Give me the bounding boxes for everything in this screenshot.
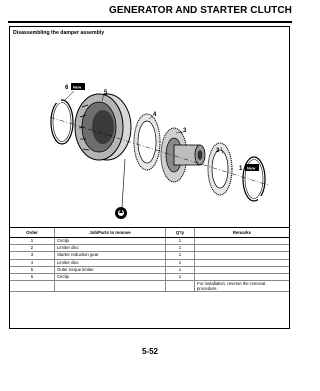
callout-2: 2 [216,148,220,154]
new-badge-6-label: New [73,84,82,90]
callout-6: 6 [65,85,69,91]
table-row: 1 Circlip 1 [10,238,289,245]
circlip-1-illustration [243,157,265,201]
page-title: GENERATOR AND STARTER CLUTCH [109,5,292,16]
content-frame [9,26,290,329]
table-row: 6 Circlip 1 [10,273,289,280]
starter-reduction-gear-illustration [161,128,205,182]
table-row: 2 Limiter disc 1 [10,245,289,252]
table-row: 3 Starter reduction gear 1 [10,252,289,259]
circlip-6-illustration [51,99,73,144]
section-title: Disassembling the damper assembly [13,30,105,36]
table-row [10,281,289,292]
parts-table [10,227,289,292]
table-row: 4 Limiter disc 1 [10,259,289,266]
limiter-disc-4-illustration [134,114,160,170]
header-order: Order [10,228,55,238]
exploded-parts-diagram [10,39,289,224]
header-qty: Q'ty [166,228,195,238]
callout-5: 5 [104,90,108,96]
limiter-disc-2-illustration [208,143,232,195]
callout-1: 1 [239,166,243,172]
page-number: 5-52 [141,347,158,356]
header-job: Job/Parts to remove [55,228,166,238]
title-rule [8,21,292,23]
header-remarks: Remarks [195,228,290,238]
new-badge-1-label: New [247,165,256,171]
remarks-installation-note: For installation, reverse the removal procedure. [195,281,290,292]
callout-3: 3 [183,128,187,134]
callout-4: 4 [153,112,157,118]
outer-torque-limiter-illustration [75,94,131,160]
table-row: 5 Outer torque limiter 1 [10,266,289,273]
lubrication-marker-icon [115,207,127,219]
